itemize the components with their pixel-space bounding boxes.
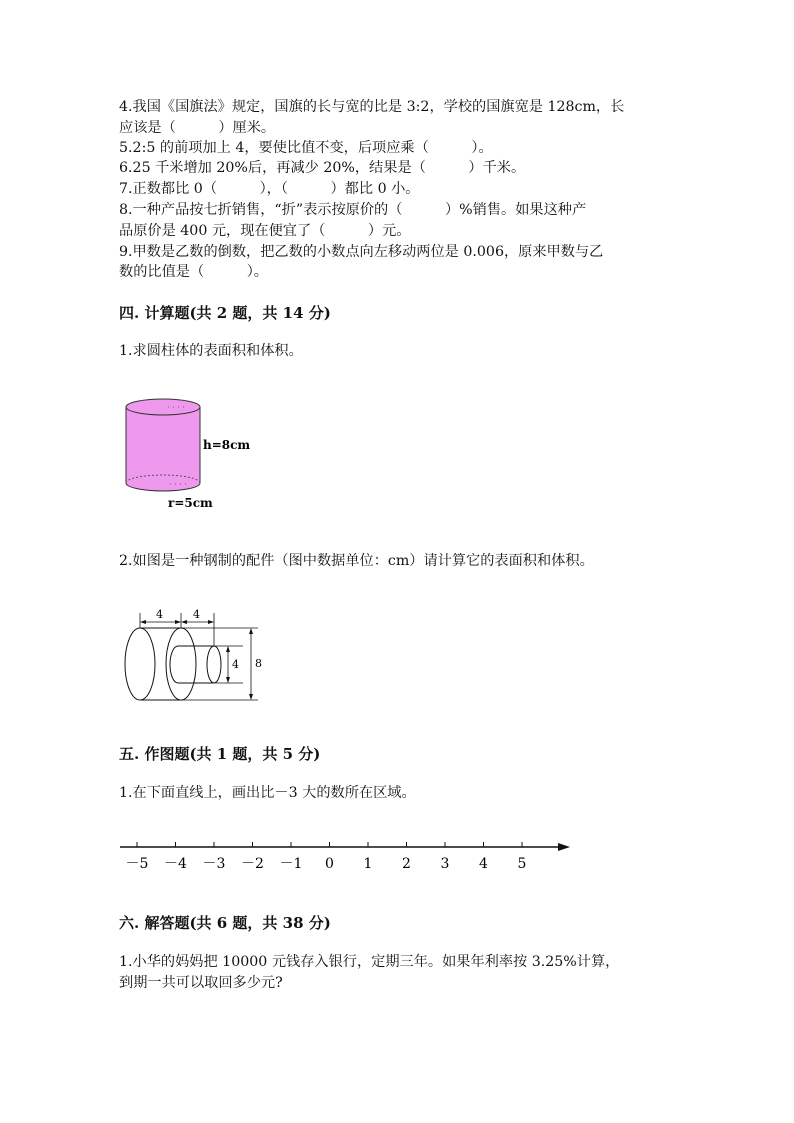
cylinder-body — [126, 407, 200, 491]
section-6-heading: 六. 解答题(共 6 题，共 38 分) — [119, 914, 331, 932]
number-line-label: 5 — [517, 856, 527, 872]
steel-part-figure — [118, 603, 278, 708]
number-line-label: 0 — [325, 856, 334, 872]
svg-text:· · · ·: · · · · — [169, 480, 187, 489]
number-line-arrow — [558, 843, 570, 851]
question-4-line-2: 应该是（ ）厘米。 — [119, 120, 276, 136]
dim-inner-label: 4 — [232, 658, 239, 671]
number-line-label: 2 — [402, 856, 411, 872]
number-line-label: 1 — [363, 856, 373, 872]
section-4-question-1: 1.求圆柱体的表面积和体积。 — [119, 343, 303, 359]
section-6-question-1-line-2: 到期一共可以取回多少元? — [119, 975, 283, 991]
section-4-heading: 四. 计算题(共 2 题，共 14 分) — [119, 304, 331, 322]
number-line-label: －1 — [279, 856, 303, 872]
dim-top-right-label: 4 — [193, 608, 200, 621]
section-5-heading: 五. 作图题(共 1 题，共 5 分) — [119, 745, 321, 763]
dim-outer-label: 8 — [255, 657, 262, 670]
question-9-line-1: 9.甲数是乙数的倒数，把乙数的小数点向左移动两位是 0.006，原来甲数与乙 — [119, 244, 604, 260]
section-6-question-1-line-1: 1.小华的妈妈把 10000 元钱存入银行，定期三年。如果年利率按 3.25%计算， — [119, 954, 620, 970]
cylinder-height-label: h=8cm — [203, 438, 251, 452]
cylinder-figure — [115, 395, 255, 515]
number-line-label: －3 — [202, 856, 226, 872]
number-line-label: －5 — [125, 856, 149, 872]
question-9-line-2: 数的比值是（ ）。 — [119, 264, 268, 280]
section-5-question-1: 1.在下面直线上，画出比－3 大的数所在区域。 — [119, 785, 416, 801]
question-7: 7.正数都比 0（ ），（ ）都比 0 小。 — [119, 181, 420, 197]
number-line-label: －2 — [241, 856, 264, 872]
section-4-question-2: 2.如图是一种钢制的配件（图中数据单位：cm）请计算它的表面积和体积。 — [119, 553, 594, 569]
question-8-line-2: 品原价是 400 元，现在便宜了（ ）元。 — [119, 223, 411, 239]
cylinder-radius-label: r=5cm — [168, 496, 213, 510]
number-line-label: －4 — [164, 856, 187, 872]
question-5: 5.2:5 的前项加上 4，要使比值不变，后项应乘（ ）。 — [119, 140, 493, 156]
svg-text:· · · ·: · · · · — [167, 403, 185, 412]
number-line-label: 3 — [440, 856, 450, 872]
dim-top-left-label: 4 — [156, 608, 163, 621]
question-8-line-1: 8.一种产品按七折销售，“折”表示按原价的（ ）%销售。如果这种产 — [119, 202, 587, 218]
question-4-line-1: 4.我国《国旗法》规定，国旗的长与宽的比是 3:2，学校的国旗宽是 128cm，长 — [119, 99, 625, 115]
cylinder-top — [126, 399, 200, 415]
number-line — [110, 832, 580, 877]
question-6: 6.25 千米增加 20%后，再减少 20%，结果是（ ）千米。 — [119, 160, 526, 176]
number-line-label: 4 — [479, 856, 488, 872]
